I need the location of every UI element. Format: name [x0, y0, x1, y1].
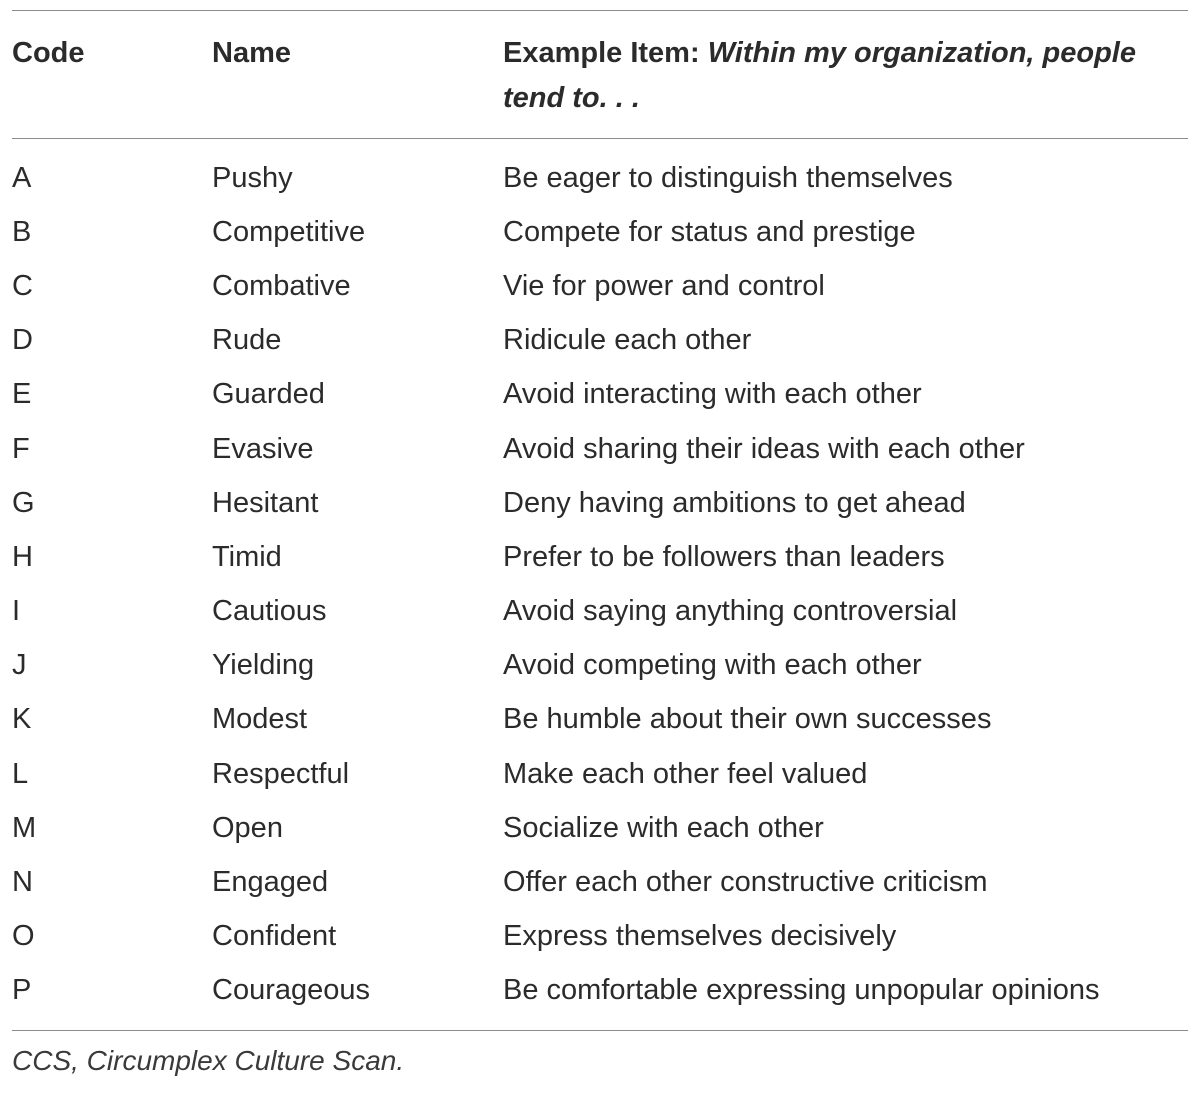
- cell-code: M: [12, 811, 37, 844]
- cell-code: E: [12, 378, 32, 411]
- data-table: [12, 11, 1188, 138]
- cell-code: F: [12, 432, 30, 465]
- cell-example: Avoid saying anything controversial: [503, 595, 958, 628]
- table-row: [12, 314, 1188, 368]
- cell-example: Express themselves decisively: [503, 920, 897, 953]
- cell-name: Yielding: [212, 649, 315, 682]
- culture-scan-table: [12, 10, 1188, 1077]
- table-row: [12, 964, 1188, 1030]
- cell-code: D: [12, 324, 33, 357]
- cell-example: Be comfortable expressing unpopular opinions: [503, 974, 1100, 1007]
- cell-code: G: [12, 486, 35, 519]
- table-row: [12, 259, 1188, 313]
- table-row: [12, 422, 1188, 476]
- cell-example: Avoid interacting with each other: [503, 378, 922, 411]
- cell-code: K: [12, 703, 32, 736]
- cell-example: Vie for power and control: [503, 269, 825, 302]
- table-row: [12, 747, 1188, 801]
- cell-code: H: [12, 540, 33, 573]
- cell-code: A: [12, 161, 32, 194]
- cell-example: Deny having ambitions to get ahead: [503, 486, 966, 519]
- table-row: [12, 855, 1188, 909]
- table-row: [12, 368, 1188, 422]
- cell-name: Hesitant: [212, 486, 319, 519]
- cell-name: Courageous: [212, 974, 370, 1007]
- table-row: [12, 530, 1188, 584]
- header-code: Code: [12, 37, 85, 69]
- cell-name: Open: [212, 811, 283, 844]
- cell-example: Offer each other constructive criticism: [503, 866, 988, 899]
- cell-code: B: [12, 215, 32, 248]
- cell-example: Make each other feel valued: [503, 757, 868, 790]
- header-example-italic: Within my organization, people tend to. . .: [503, 37, 1136, 114]
- table-row: [12, 205, 1188, 259]
- table-row: [12, 910, 1188, 964]
- cell-code: N: [12, 866, 33, 899]
- cell-code: J: [12, 649, 27, 682]
- table-row: [12, 801, 1188, 855]
- cell-name: Respectful: [212, 757, 350, 790]
- table-footnote: CCS, Circumplex Culture Scan.: [12, 1045, 405, 1076]
- cell-code: P: [12, 974, 32, 1007]
- cell-name: Cautious: [212, 595, 327, 628]
- header-example-prefix: Example Item:: [503, 37, 708, 69]
- cell-name: Modest: [212, 703, 308, 736]
- table-row: [12, 476, 1188, 530]
- cell-code: C: [12, 269, 33, 302]
- cell-example: Ridicule each other: [503, 324, 752, 357]
- cell-name: Competitive: [212, 215, 366, 248]
- cell-example: Avoid sharing their ideas with each other: [503, 432, 1025, 465]
- table-row: [12, 639, 1188, 693]
- cell-example: Prefer to be followers than leaders: [503, 540, 945, 573]
- cell-name: Guarded: [212, 378, 325, 411]
- cell-example: Socialize with each other: [503, 811, 824, 844]
- cell-code: I: [12, 595, 21, 628]
- cell-name: Timid: [212, 540, 282, 573]
- cell-name: Rude: [212, 324, 282, 357]
- header-name: Name: [212, 37, 291, 69]
- data-table-body: [12, 139, 1188, 1030]
- cell-name: Combative: [212, 269, 351, 302]
- cell-name: Pushy: [212, 161, 293, 194]
- cell-name: Evasive: [212, 432, 314, 465]
- cell-example: Be eager to distinguish themselves: [503, 161, 953, 194]
- header-example: [503, 11, 1188, 138]
- table-row: [12, 693, 1188, 747]
- table-row: [12, 139, 1188, 205]
- cell-name: Confident: [212, 920, 337, 953]
- cell-example: Be humble about their own successes: [503, 703, 992, 736]
- cell-example: Compete for status and prestige: [503, 215, 916, 248]
- table-header: [12, 11, 1188, 138]
- cell-code: O: [12, 920, 35, 953]
- cell-code: L: [12, 757, 29, 790]
- table-row: [12, 585, 1188, 639]
- table-body: [12, 139, 1188, 1030]
- header-row: [12, 11, 1188, 138]
- cell-example: Avoid competing with each other: [503, 649, 922, 682]
- cell-name: Engaged: [212, 866, 329, 899]
